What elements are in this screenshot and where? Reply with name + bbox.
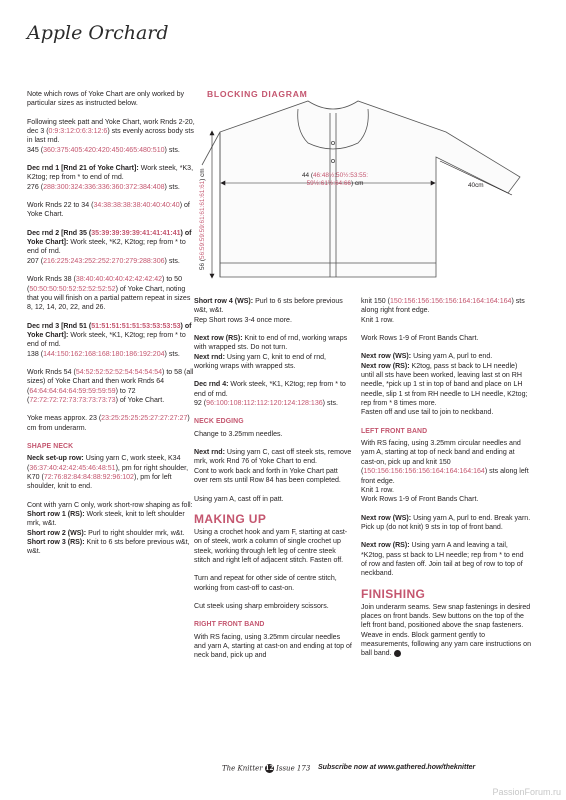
next-row-ws-2: Next row (WS): Using yarn A, purl to end. Break yarn. Pick up (do not knit) 9 sts in top of front band. xyxy=(361,514,531,531)
neck-setup: Neck set-up row: Using yarn C, work steek, K34 (36:37:40:42:42:45:46:48:51), pm for right shoulder, K70 (72:76:82:84:84:88:92:96:102), pm for left shoulder, knit to end. xyxy=(27,455,189,491)
rows-1-9-b: Work Rows 1-9 of Front Bands Chart. xyxy=(361,496,479,504)
page-title: Apple Orchard xyxy=(27,22,169,44)
width-measure: 44 (46:48½:50½:53:55: 59½:61½:64:66) cm xyxy=(301,172,369,187)
change-needles: Change to 3.25mm needles. xyxy=(194,430,283,438)
knit-150: knit 150 (150:156:156:156:156:164:164:164:164) sts along right front edge. xyxy=(361,298,525,315)
blocking-diagram-title: BLOCKING DIAGRAM xyxy=(207,89,308,99)
column-middle xyxy=(194,297,352,670)
page-number: 12 xyxy=(265,765,274,772)
height-measure: 56 (56:59:59:59:61:61:61:61:61) cm xyxy=(199,168,206,270)
steek-paragraph: Following steek patt and Yoke Chart, work Rnds 2-20, dec 3 (0:9:3:12:0:6:3:12:6) sts evenly across body sts in last rnd. 345 (360:375:405:420:420:450:465:480:510) sts. xyxy=(27,118,195,154)
watermark: PassionForum.ru xyxy=(492,787,561,797)
making-up-1: Using a crochet hook and yarn F, starting at cast-on of steek, work a column of single crochet up steek, working through left leg of centre steek stitch and right left of adjacent stitch. Fasten off. xyxy=(194,528,348,564)
rnds-22: Work Rnds 22 to 34 (34:38:38:38:38:40:40:40:40) of Yoke Chart. xyxy=(27,202,190,219)
column-left xyxy=(27,90,195,557)
making-up-heading: MAKING UP xyxy=(194,511,267,526)
dec-rnd-3: Dec rnd 3 [Rnd 51 (51:51:51:51:51:53:53:53:53) of Yoke Chart]: Work steek, *K1, K2tog; rep from * to end of rnd. 138 (144:150:162:168:168:180:186:192:204) sts. xyxy=(27,322,192,358)
making-up-3: Cut steek using sharp embroidery scissors. xyxy=(194,602,329,610)
left-front-band-heading: LEFT FRONT BAND xyxy=(361,427,428,435)
cont-work: Cont to work back and forth in Yoke Chart patt over rem sts until Row 84 has been completed. xyxy=(194,467,341,485)
short-row-4: Short row 4 (WS): Purl to 6 sts before previous w&t, w&t. xyxy=(194,298,343,315)
finishing-text: Join underarm seams. Sew snap fastenings in desired places on front bands. Sew buttons on the top of the left front band, positioned above the snap fasteners. Weave in ends. Block garment gently to measurements, following any yarn care instructions on ball band. xyxy=(361,603,531,658)
neck-edging-heading: NECK EDGING xyxy=(194,418,244,426)
next-rnd-2: Next rnd: Using yarn C, cast off steek sts, remove mrk, work Rnd 76 of Yoke Chart to end. xyxy=(194,449,352,466)
finishing-heading: FINISHING xyxy=(361,586,426,601)
yoke-measure: Yoke meas approx. 23 (23:25:25:25:25:27:27:27:27) cm from underarm. xyxy=(27,415,190,432)
short-row-2: Short row 2 (WS): Purl to right shoulder mrk, w&t. xyxy=(27,529,185,537)
end-mark-icon xyxy=(394,650,401,657)
dec-rnd-4: Dec rnd 4: Work steek, *K1, K2tog; rep from * to end of rnd. 92 (96:100:108:112:112:120:124:128:136) sts. xyxy=(194,381,346,408)
rnds-38: Work Rnds 38 (38:40:40:40:40:42:42:42:42) to 50 (50:50:50:50:52:52:52:52:52) of Yoke Chart, noting that you will finish on a partial pattern repeat in sizes 8, 12, 14, 20, 22, and 26. xyxy=(27,276,191,312)
cont-short-rows: Cont with yarn C only, work short-row shaping as foll: xyxy=(27,501,193,509)
knit-1-row: Knit 1 row. xyxy=(361,316,394,324)
short-row-3: Short row 3 (RS): Knit to 6 sts before previous w&t, w&t. xyxy=(27,539,190,556)
making-up-2: Turn and repeat for other side of centre stitch, working from cast-off to cast-on. xyxy=(194,575,337,592)
cast-off: Using yarn A, cast off in patt. xyxy=(194,495,284,503)
column-right xyxy=(361,297,531,668)
dec-rnd-1: Dec rnd 1 [Rnd 21 of Yoke Chart]: Work steek, *K3, K2tog; rep from * to end of rnd. 276 (288:300:324:336:336:360:372:384:408) sts. xyxy=(27,165,194,191)
next-row-rs: Next row (RS): Knit to end of rnd, working wraps with wrapped sts. Do not turn. xyxy=(194,335,348,352)
next-rnd: Next rnd: Using yarn C, knit to end of rnd, working wraps with wrapped sts. xyxy=(194,353,326,371)
knit-1-row-b: Knit 1 row. xyxy=(361,486,394,494)
next-row-rs-3: Next row (RS): Using yarn A and leaving a tail, *K2tog, pass st back to LH needle; rep from * to end of row and fasten off. Join tail at beg of row to top of neckband. xyxy=(361,542,524,578)
left-front-band-text: With RS facing, using 3.25mm circular needles and yarn A, starting at top of neck band and ending at cast-on, pick up and knit 150 (150:156:156:156:156:164:164:164:164) sts along left front edge. xyxy=(361,440,529,485)
fasten-off: Fasten off and use tail to join to neckband. xyxy=(361,409,494,417)
intro-text: Note which rows of Yoke Chart are only worked by particular sizes as instructed below. xyxy=(27,91,185,108)
sleeve-measure: 40cm xyxy=(468,182,484,189)
rnds-54: Work Rnds 54 (54:52:52:52:52:54:54:54:54) to 58 (all sizes) of Yoke Chart and then work Rnds 64 (64:64:64:64:64:59:59:59:59) to 72 (72:72:72:72:73:73:73:73:73) of Yoke Chart. xyxy=(27,368,194,404)
shape-neck-heading: SHAPE NECK xyxy=(27,442,74,450)
rows-1-9: Work Rows 1-9 of Front Bands Chart. xyxy=(361,335,479,343)
footer-magazine: The Knitter 12 Issue 173 xyxy=(222,764,311,773)
rep-short-rows: Rep Short rows 3-4 once more. xyxy=(194,316,292,324)
next-row-rs-2: Next row (RS): K2tog, pass st back to LH needle) until all sts have been worked, leaving last st on RH needle, *pick up 1 st in top of band and place on LH needle, slip 1 st from RH needle to LH needle, K2tog; rep from * 8 times more. xyxy=(361,362,528,408)
footer-subscribe[interactable]: Subscribe now at www.gathered.how/theknitter xyxy=(318,764,476,771)
short-row-1: Short row 1 (RS): Work steek, knit to left shoulder mrk, w&t. xyxy=(27,511,185,528)
right-front-band-text: With RS facing, using 3.25mm circular needles and yarn A, starting at cast-on and ending at top of neck band, pick up and xyxy=(194,633,352,660)
dec-rnd-2: Dec rnd 2 [Rnd 35 (35:39:39:39:39:41:41:41:41) of Yoke Chart]: Work steek, *K2, K2tog; rep from * to end of rnd. 207 (216:225:243:252:252:270:279:288:306) sts. xyxy=(27,229,192,265)
right-front-band-heading: RIGHT FRONT BAND xyxy=(194,621,265,629)
next-row-ws: Next row (WS): Using yarn A, purl to end. xyxy=(361,353,493,361)
